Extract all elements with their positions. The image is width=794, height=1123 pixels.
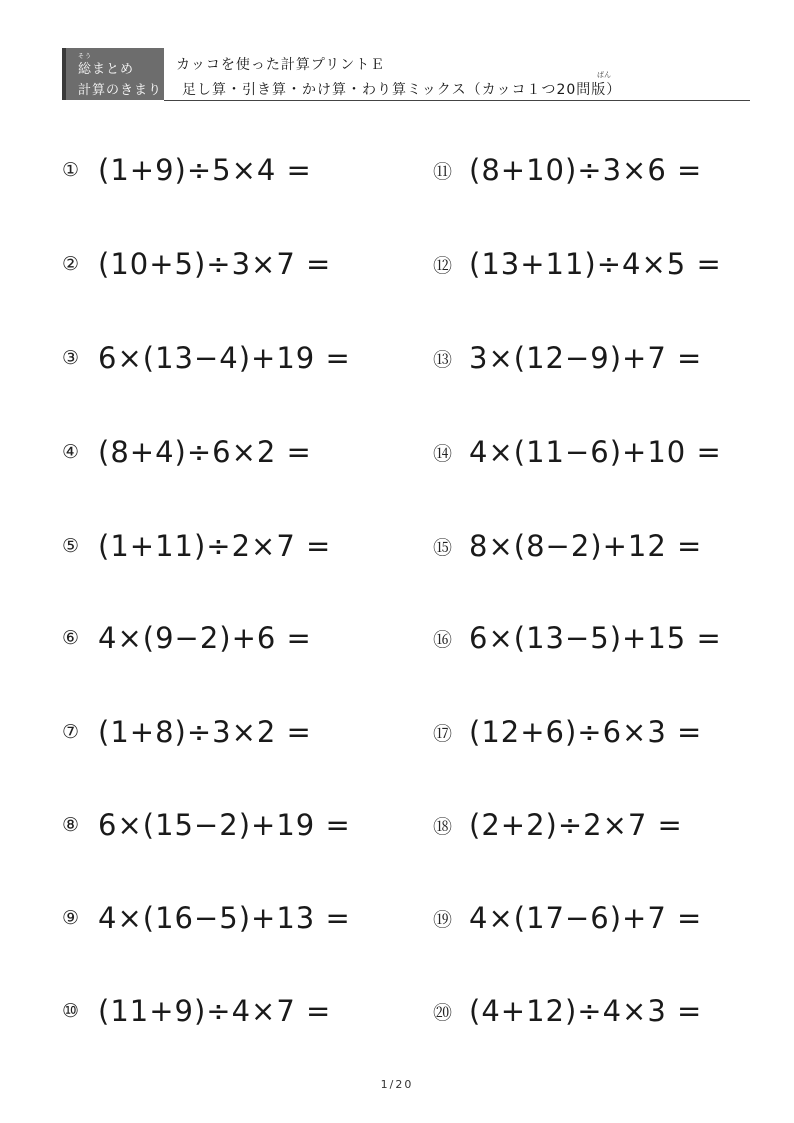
problem-number: ⑰ [433,722,453,745]
problem-item [433,150,702,190]
problem-item [62,991,331,1031]
problem-expression: (8+10)÷3×6 = [469,153,703,187]
problem-number: ⑭ [433,442,453,465]
problem-number: ⑤ [62,535,80,557]
problem-number: ⑲ [433,908,453,931]
problem-number: ⑧ [62,814,80,836]
problem-expression: (1+8)÷3×2 = [98,715,312,749]
problem-item [433,526,702,566]
problem-expression: 6×(13−4)+19 = [98,341,351,375]
problem-expression: (10+5)÷3×7 = [98,247,332,281]
worksheet-subtitle: 足し算・引き算・かけ算・わり算ミックス（カッコ１つ20問版） [182,82,622,98]
problem-number: ⑦ [62,721,80,743]
category-label-line1: 総まとめ [78,62,135,77]
problem-number: ④ [62,441,80,463]
problem-item [62,526,331,566]
problem-expression: 6×(13−5)+15 = [469,621,722,655]
problem-number: ⑳ [433,1001,453,1024]
problem-expression: 8×(8−2)+12 = [469,529,703,563]
problem-item [62,432,312,472]
problem-expression: (1+11)÷2×7 = [98,529,332,563]
problem-expression: (8+4)÷6×2 = [98,435,312,469]
problem-item [62,898,351,938]
worksheet-title: カッコを使った計算プリントＥ [176,57,386,73]
ban-ruby: ばん [597,71,611,79]
problem-item [433,898,702,938]
problem-expression: 6×(15−2)+19 = [98,808,351,842]
page-number: 1/20 [380,1078,414,1091]
problem-number: ⑪ [433,160,453,183]
problem-item [62,338,351,378]
problem-item [433,991,702,1031]
problem-number: ⑩ [62,1000,80,1022]
problem-expression: (13+11)÷4×5 = [469,247,722,281]
problem-expression: 4×(9−2)+6 = [98,621,312,655]
problem-expression: (1+9)÷5×4 = [98,153,312,187]
problem-item [433,805,683,845]
problem-item [62,712,312,752]
problem-item [433,712,702,752]
problem-number: ⑬ [433,348,453,371]
problem-number: ② [62,253,80,275]
problem-expression: (12+6)÷6×3 = [469,715,703,749]
problem-number: ⑨ [62,907,80,929]
problem-expression: 4×(16−5)+13 = [98,901,351,935]
problem-item [62,150,312,190]
problem-item [62,805,351,845]
problem-item [433,618,722,658]
category-label-line2: 計算のきまり [78,83,163,98]
problem-number: ③ [62,347,80,369]
problem-item [62,618,312,658]
problem-expression: 3×(12−9)+7 = [469,341,703,375]
problem-expression: (4+12)÷4×3 = [469,994,703,1028]
problem-expression: (2+2)÷2×7 = [469,808,683,842]
category-ruby: そう [78,53,93,60]
problem-number: ⑫ [433,254,453,277]
problem-item [62,244,331,284]
problem-number: ⑥ [62,627,80,649]
problem-item [433,244,722,284]
problem-expression: 4×(17−6)+7 = [469,901,703,935]
problem-item [433,338,702,378]
problem-expression: 4×(11−6)+10 = [469,435,722,469]
problem-item [433,432,722,472]
problem-number: ⑮ [433,536,453,559]
problem-number: ⑱ [433,815,453,838]
problem-expression: (11+9)÷4×7 = [98,994,332,1028]
problem-number: ① [62,159,80,181]
problem-number: ⑯ [433,628,453,651]
